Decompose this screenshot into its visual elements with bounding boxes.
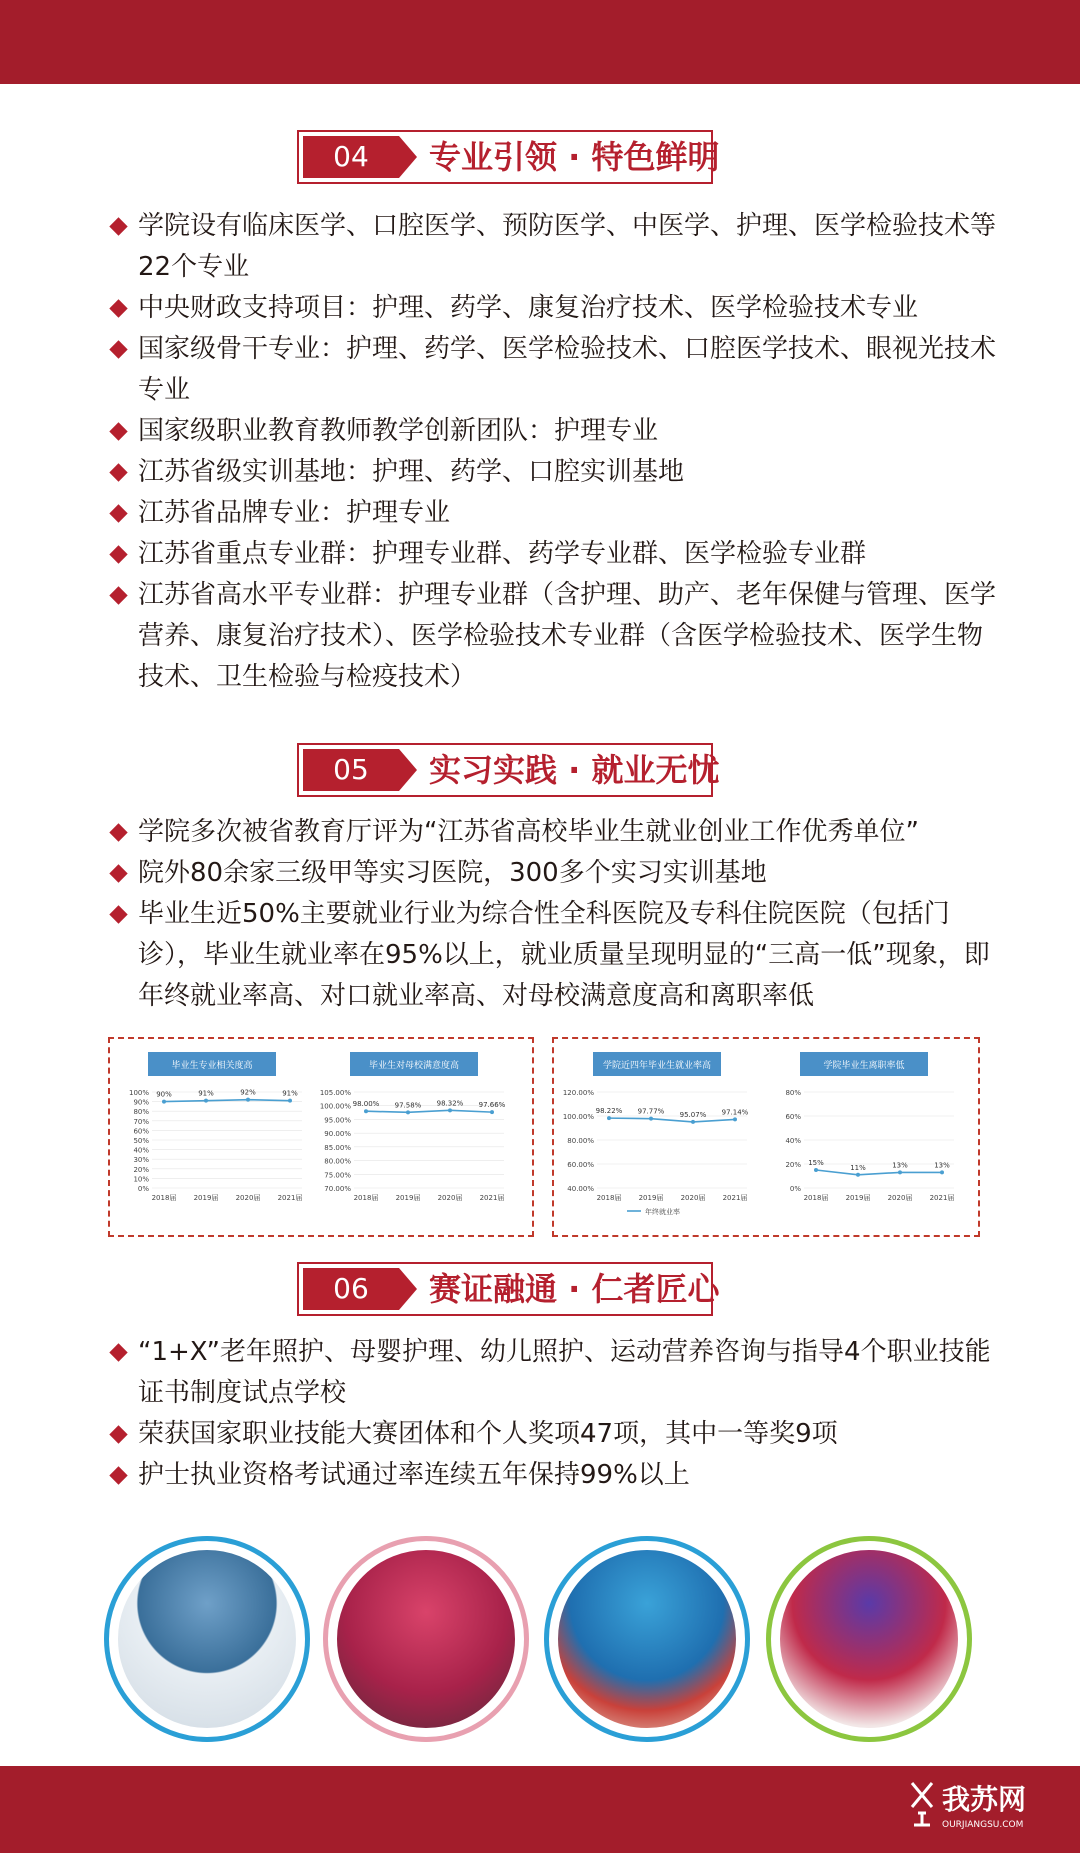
y-tick-label: 20%	[133, 1165, 149, 1174]
data-point	[162, 1100, 166, 1104]
chart-svg	[314, 1048, 514, 1218]
site-logo	[900, 1765, 1070, 1849]
data-label: 95.07%	[679, 1110, 707, 1119]
diamond-bullet-icon	[109, 545, 127, 563]
diamond-bullet-icon	[109, 504, 127, 522]
chart-svg	[764, 1048, 964, 1218]
section-04-list	[108, 206, 1008, 698]
arrow-icon	[399, 749, 417, 791]
arrow-icon	[399, 1268, 417, 1310]
section-heading-04	[297, 130, 720, 184]
y-tick-label: 60.00%	[567, 1161, 594, 1169]
ourjiangsu-logo-icon	[900, 1765, 1070, 1845]
list-item: 学院设有临床医学、口腔医学、预防医学、中医学、护理、医学检验技术等22个专业	[108, 206, 1008, 288]
data-label: 90%	[156, 1090, 172, 1099]
y-tick-label: 120.00%	[562, 1089, 594, 1097]
data-point	[691, 1120, 695, 1124]
data-label: 97.66%	[478, 1101, 506, 1110]
chart-relevance	[112, 1048, 312, 1218]
chart-employment	[557, 1048, 757, 1218]
list-item: 荣获国家职业技能大赛团体和个人奖项47项，其中一等奖9项	[108, 1414, 1008, 1455]
x-tick-label: 2019届	[193, 1194, 219, 1202]
diamond-bullet-icon	[109, 1343, 127, 1361]
list-item: 江苏省高水平专业群：护理专业群（含护理、助产、老年保健与管理、医学营养、康复治疗技术）、医学检验技术专业群（含医学检验技术、医学生物技术、卫生检验与检疫技术）	[108, 575, 1008, 698]
section-heading-06	[297, 1262, 720, 1316]
section-number: 05	[303, 749, 399, 791]
data-label: 98.22%	[595, 1107, 623, 1116]
data-label: 91%	[198, 1089, 214, 1098]
diamond-bullet-icon	[109, 217, 127, 235]
x-tick-label: 2019届	[638, 1194, 664, 1202]
y-tick-label: 30%	[133, 1156, 149, 1165]
list-item: 江苏省品牌专业：护理专业	[108, 493, 1008, 534]
x-tick-label: 2021届	[479, 1194, 505, 1202]
data-label: 98.32%	[436, 1099, 464, 1108]
y-tick-label: 100%	[128, 1089, 149, 1097]
x-tick-label: 2020届	[437, 1194, 463, 1202]
y-tick-label: 10%	[133, 1175, 149, 1184]
section-title: 赛证融通 · 仁者匠心	[429, 1270, 720, 1308]
chart-title: 毕业生专业相关度高	[171, 1061, 253, 1071]
y-tick-label: 0%	[789, 1185, 801, 1193]
list-item: 毕业生近50%主要就业行业为综合性全科医院及专科住院医院（包括门诊），毕业生就业率在95%以上，就业质量呈现明显的“三高一低”现象，即年终就业率高、对口就业率高、对母校满意度高和离职率低	[108, 894, 1008, 1017]
y-tick-label: 95.00%	[324, 1116, 351, 1125]
list-item: 中央财政支持项目：护理、药学、康复治疗技术、医学检验技术专业	[108, 288, 1008, 329]
list-item: 学院多次被省教育厅评为“江苏省高校毕业生就业创业工作优秀单位”	[108, 812, 1008, 853]
y-tick-label: 60%	[785, 1113, 801, 1121]
diamond-bullet-icon	[109, 463, 127, 481]
x-tick-label: 2021届	[277, 1194, 303, 1202]
y-tick-label: 0%	[137, 1185, 149, 1193]
y-tick-label: 100.00%	[562, 1113, 594, 1121]
data-point	[607, 1116, 611, 1120]
y-tick-label: 85.00%	[324, 1143, 351, 1152]
data-label: 92%	[240, 1088, 256, 1097]
data-point	[204, 1099, 208, 1103]
list-item: 护士执业资格考试通过率连续五年保持99%以上	[108, 1455, 1008, 1496]
y-tick-label: 20%	[785, 1161, 801, 1169]
x-tick-label: 2018届	[803, 1194, 829, 1202]
y-tick-label: 105.00%	[319, 1089, 351, 1097]
data-point	[898, 1170, 902, 1174]
y-tick-label: 50%	[133, 1137, 149, 1145]
y-tick-label: 40.00%	[567, 1185, 594, 1193]
section-number: 04	[303, 136, 399, 178]
x-tick-label: 2019届	[395, 1194, 421, 1202]
data-label: 97.58%	[394, 1101, 422, 1110]
photo-national-competition	[552, 1544, 742, 1734]
y-tick-label: 80.00%	[567, 1137, 594, 1145]
x-tick-label: 2021届	[929, 1194, 955, 1202]
section-05-list	[108, 812, 1008, 1017]
y-tick-label: 75.00%	[324, 1171, 351, 1180]
photo-team-competition	[112, 1544, 302, 1734]
chart-svg	[112, 1048, 312, 1218]
diamond-bullet-icon	[109, 864, 127, 882]
list-item: 国家级职业教育教师教学创新团队：护理专业	[108, 411, 1008, 452]
list-item: 国家级骨干专业：护理、药学、医学检验技术、口腔医学技术、眼视光技术专业	[108, 329, 1008, 411]
data-point	[490, 1110, 494, 1114]
series-line	[816, 1170, 942, 1175]
section-title: 专业引领 · 特色鲜明	[429, 138, 720, 176]
data-point	[814, 1168, 818, 1172]
svg-text:我苏网: 我苏网	[942, 1783, 1027, 1816]
diamond-bullet-icon	[109, 1466, 127, 1484]
data-label: 98.00%	[352, 1100, 380, 1109]
diamond-bullet-icon	[109, 905, 127, 923]
y-tick-label: 80%	[785, 1089, 801, 1097]
data-point	[856, 1173, 860, 1177]
y-tick-label: 60%	[133, 1127, 149, 1136]
legend-label: 年终就业率	[645, 1208, 680, 1216]
photo-award-ceremony	[331, 1544, 521, 1734]
diamond-bullet-icon	[109, 299, 127, 317]
y-tick-label: 70.00%	[324, 1185, 351, 1193]
series-line	[366, 1110, 492, 1112]
photo-health-competition	[774, 1544, 964, 1734]
chart-svg	[557, 1048, 757, 1218]
list-item: “1+X”老年照护、母婴护理、幼儿照护、运动营养咨询与指导4个职业技能证书制度试点学校	[108, 1332, 1008, 1414]
data-label: 15%	[808, 1159, 824, 1167]
data-point	[364, 1109, 368, 1113]
series-line	[609, 1118, 735, 1122]
arrow-icon	[399, 136, 417, 178]
section-number: 06	[303, 1268, 399, 1310]
x-tick-label: 2018届	[353, 1194, 379, 1202]
top-band	[0, 0, 1080, 84]
y-tick-label: 90%	[133, 1098, 149, 1107]
section-06-list	[108, 1332, 1008, 1496]
y-tick-label: 90.00%	[324, 1130, 351, 1139]
diamond-bullet-icon	[109, 823, 127, 841]
diamond-bullet-icon	[109, 1425, 127, 1443]
x-tick-label: 2021届	[722, 1194, 748, 1202]
list-item: 江苏省级实训基地：护理、药学、口腔实训基地	[108, 452, 1008, 493]
chart-satisfaction	[314, 1048, 514, 1218]
y-tick-label: 40%	[133, 1146, 149, 1155]
data-label: 11%	[850, 1163, 866, 1172]
data-label: 97.77%	[637, 1107, 665, 1116]
list-item: 江苏省重点专业群：护理专业群、药学专业群、医学检验专业群	[108, 534, 1008, 575]
x-tick-label: 2020届	[680, 1194, 706, 1202]
x-tick-label: 2018届	[151, 1194, 177, 1202]
y-tick-label: 100.00%	[319, 1102, 351, 1111]
x-tick-label: 2020届	[235, 1194, 261, 1202]
x-tick-label: 2020届	[887, 1194, 913, 1202]
data-point	[406, 1110, 410, 1114]
data-point	[940, 1170, 944, 1174]
data-point	[448, 1108, 452, 1112]
data-label: 13%	[892, 1161, 908, 1170]
data-point	[733, 1117, 737, 1121]
chart-title: 毕业生对母校满意度高	[368, 1061, 460, 1071]
data-label: 97.14%	[721, 1108, 749, 1117]
x-tick-label: 2018届	[596, 1194, 622, 1202]
diamond-bullet-icon	[109, 340, 127, 358]
data-label: 13%	[934, 1161, 950, 1170]
svg-text:OURJIANGSU.COM: OURJIANGSU.COM	[942, 1820, 1024, 1830]
x-tick-label: 2019届	[845, 1194, 871, 1202]
diamond-bullet-icon	[109, 422, 127, 440]
y-tick-label: 80%	[133, 1108, 149, 1117]
y-tick-label: 40%	[785, 1137, 801, 1145]
data-label: 91%	[282, 1089, 298, 1098]
data-point	[649, 1117, 653, 1121]
chart-title: 学院毕业生离职率低	[823, 1061, 905, 1071]
data-point	[288, 1099, 292, 1103]
chart-turnover	[764, 1048, 964, 1218]
y-tick-label: 70%	[133, 1117, 149, 1126]
list-item: 院外80余家三级甲等实习医院，300多个实习实训基地	[108, 853, 1008, 894]
section-heading-05	[297, 743, 720, 797]
section-title: 实习实践 · 就业无忧	[429, 751, 720, 789]
y-tick-label: 80.00%	[324, 1157, 351, 1166]
chart-title: 学院近四年毕业生就业率高	[602, 1061, 712, 1071]
data-point	[246, 1098, 250, 1102]
diamond-bullet-icon	[109, 586, 127, 604]
